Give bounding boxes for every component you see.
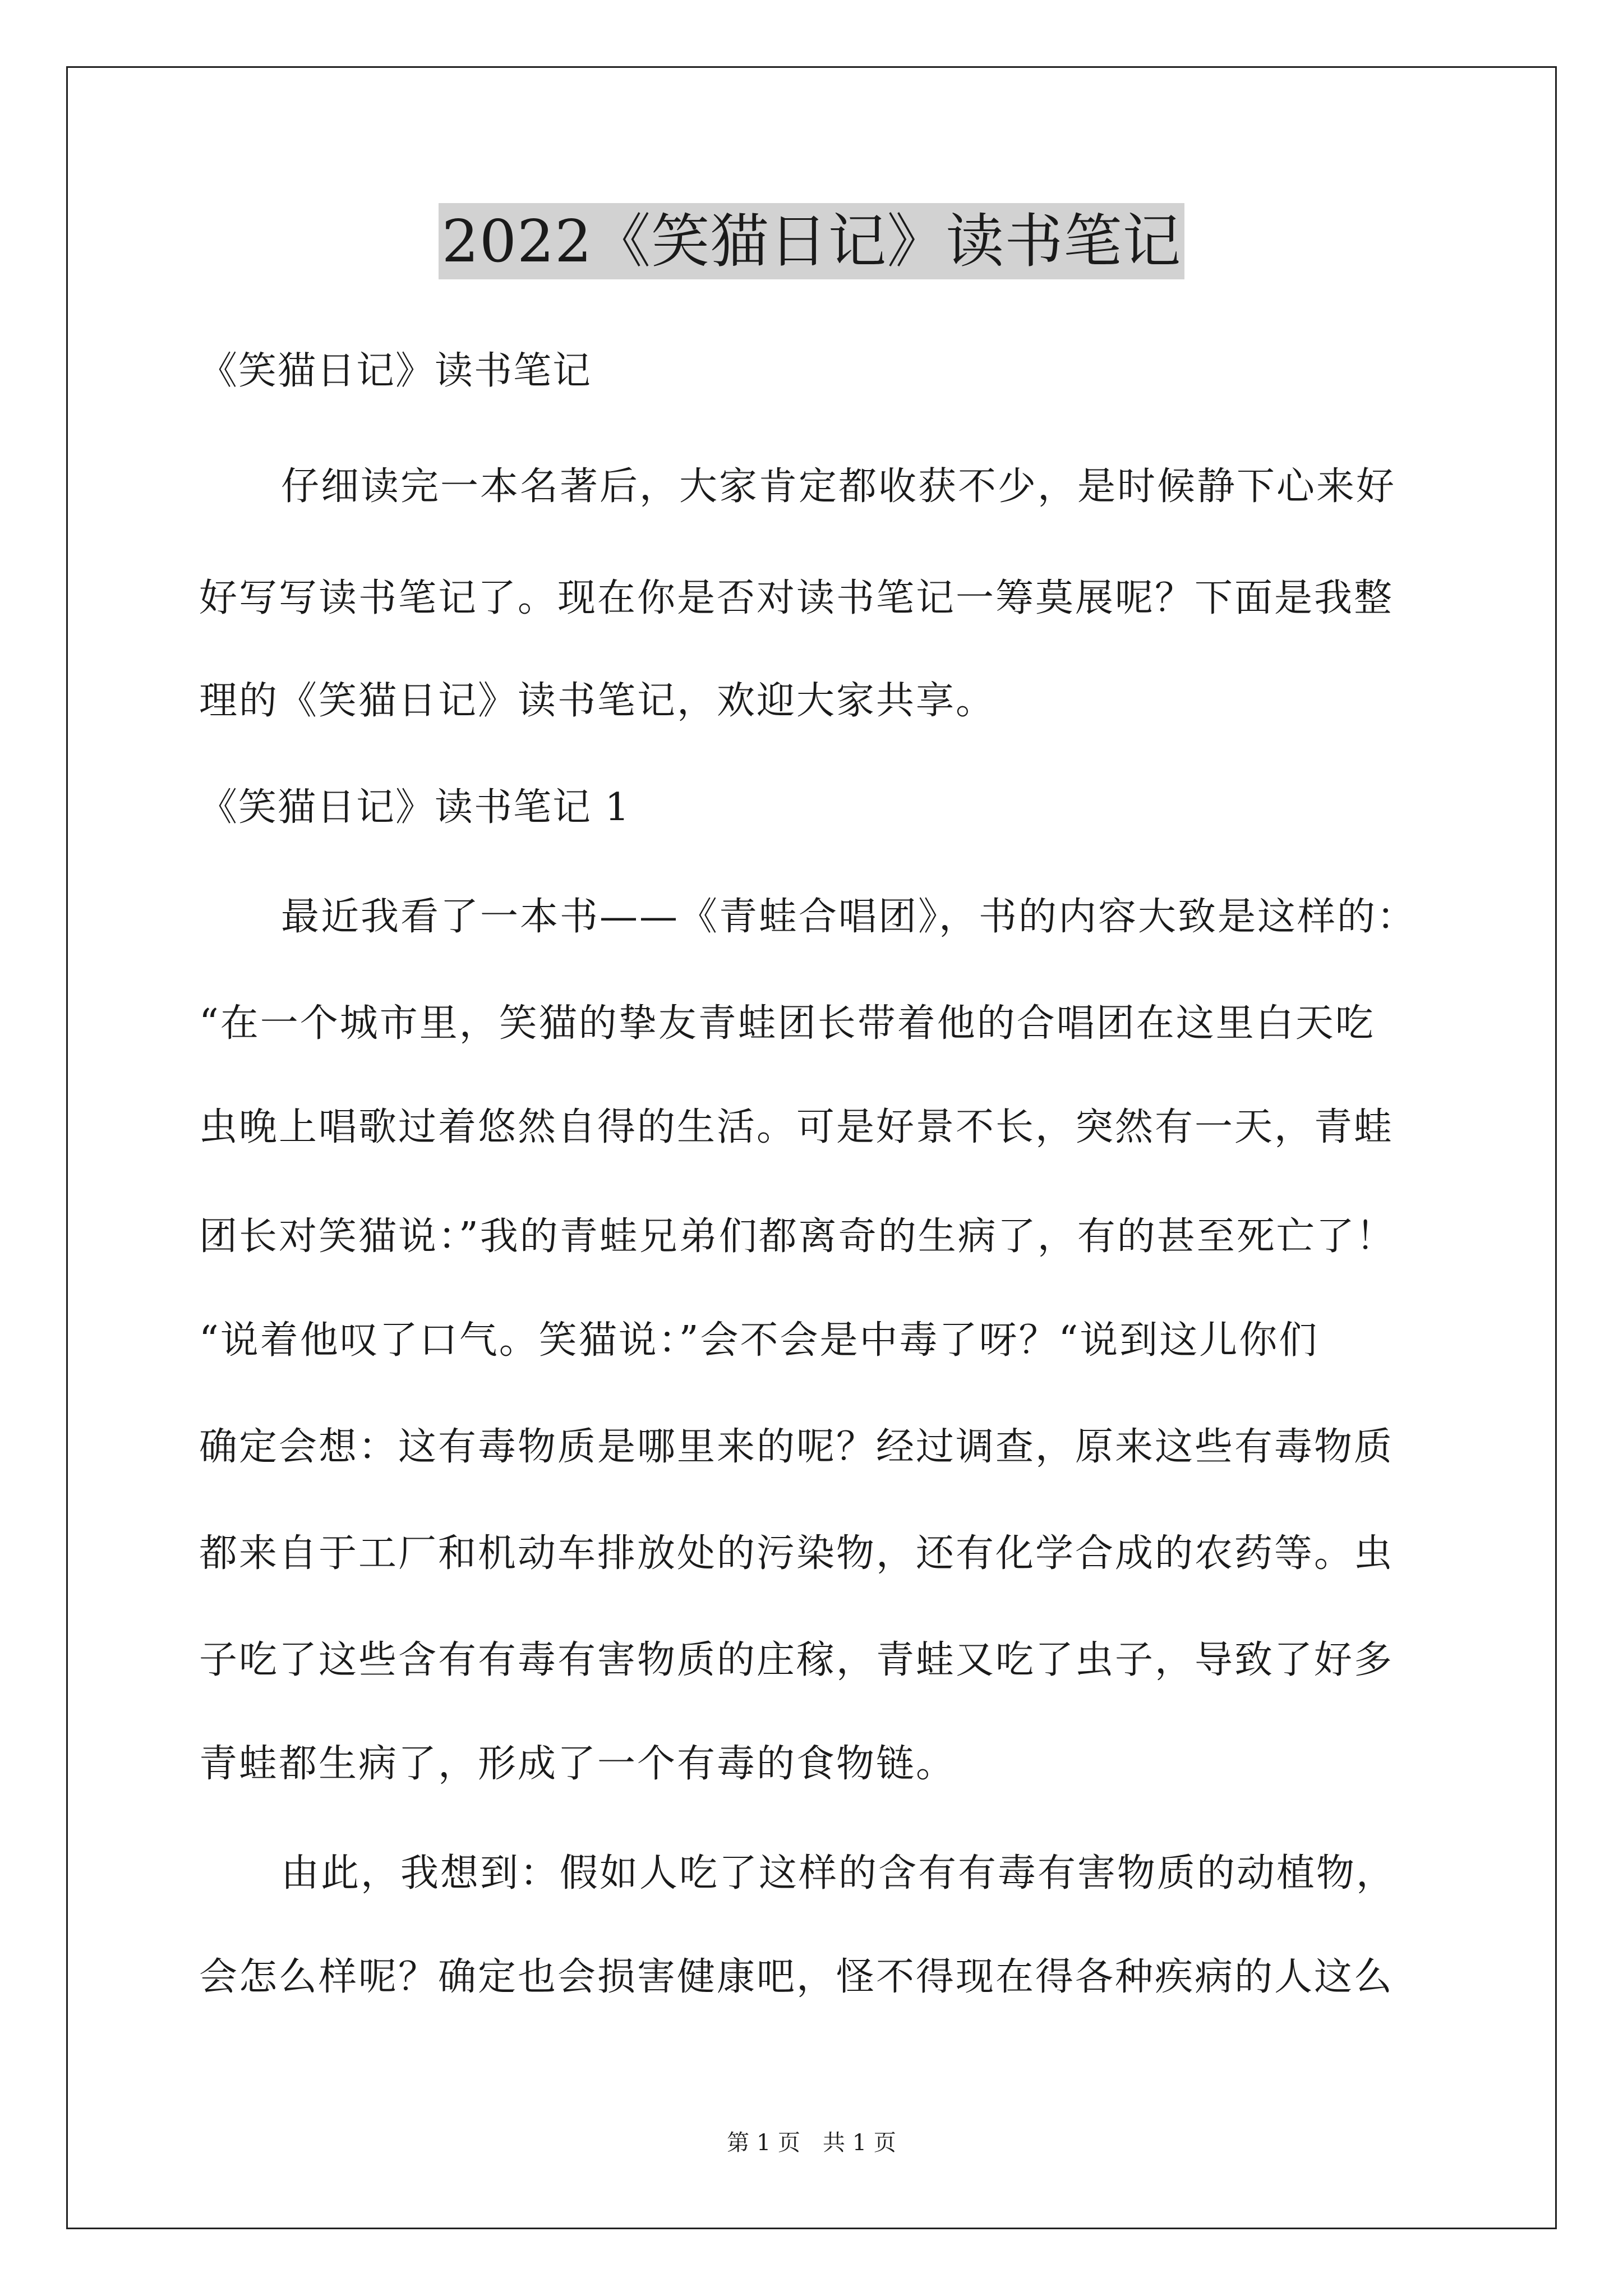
document-title: 2022《笑猫日记》读书笔记 [439,203,1185,279]
document-subtitle: 《笑猫日记》读书笔记 [199,349,592,393]
paragraph1-line: “说着他叹了口气。笑猫说：”会不会是中毒了呀？“说到这儿你们 [199,1318,1319,1363]
intro-line: 好写写读书笔记了。现在你是否对读书笔记一筹莫展呢？下面是我整 [199,576,1394,620]
title-container [0,203,1623,279]
paragraph1-line: 子吃了这些含有有毒有害物质的庄稼，青蛙又吃了虫子，导致了好多 [199,1638,1394,1682]
intro-line: 理的《笑猫日记》读书笔记，欢迎大家共享。 [199,679,996,723]
paragraph1-line: 最近我看了一本书——《青蛙合唱团》，书的内容大致是这样的： [281,895,1417,939]
paragraph2-line: 会怎么样呢？确定也会损害健康吧，怪不得现在得各种疾病的人这么 [199,1955,1394,1999]
paragraph1-line: “在一个城市里，笑猫的挚友青蛙团长带着他的合唱团在这里白天吃 [199,1001,1375,1046]
paragraph1-line: 团长对笑猫说：”我的青蛙兄弟们都离奇的生病了，有的甚至死亡了！ [199,1214,1396,1259]
paragraph1-line: 都来自于工厂和机动车排放处的污染物，还有化学合成的农药等。虫 [199,1531,1394,1576]
paragraph1-line: 青蛙都生病了，形成了一个有毒的食物链。 [199,1742,956,1786]
paragraph2-line: 由此，我想到：假如人吃了这样的含有有毒有害物质的动植物， [281,1851,1396,1895]
section-heading: 《笑猫日记》读书笔记 1 [199,785,630,830]
paragraph1-line: 虫晚上唱歌过着悠然自得的生活。可是好景不长，突然有一天，青蛙 [199,1105,1394,1149]
page-number-footer: 第 1 页 共 1 页 [727,2130,896,2156]
paragraph1-line: 确定会想：这有毒物质是哪里来的呢？经过调查，原来这些有毒物质 [199,1425,1394,1469]
intro-line: 仔细读完一本名著后，大家肯定都收获不少，是时候静下心来好 [281,464,1396,509]
